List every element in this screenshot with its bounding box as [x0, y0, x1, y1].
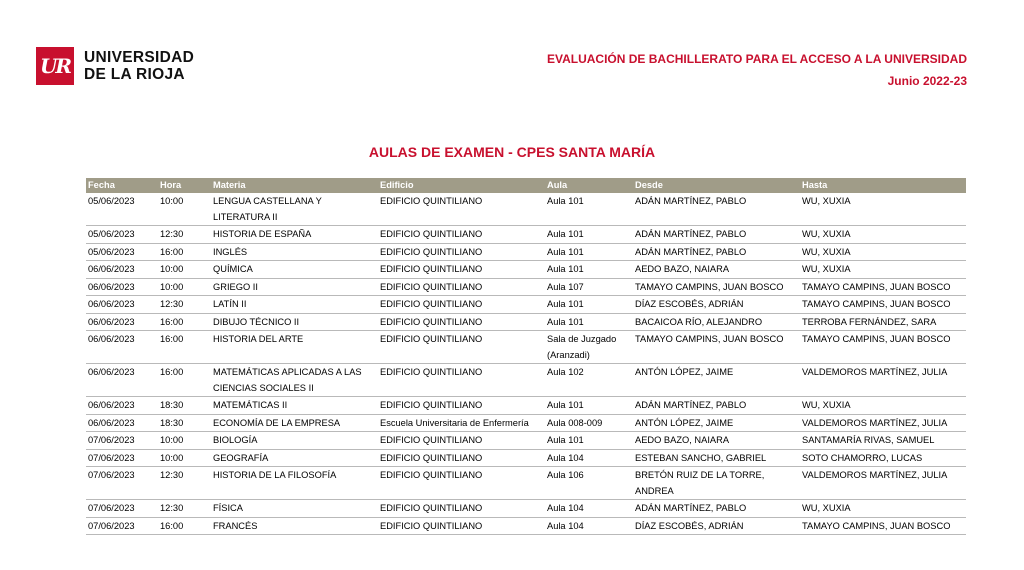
cell-subject: DIBUJO TÉCNICO II	[211, 313, 378, 331]
cell-room: Aula 101	[545, 226, 633, 244]
cell-time: 16:00	[158, 517, 211, 535]
column-header-to: Hasta	[800, 178, 966, 193]
cell-room: Aula 107	[545, 278, 633, 296]
cell-to: WU, XUXIA	[800, 397, 966, 415]
cell-room: Aula 008-009	[545, 414, 633, 432]
cell-date: 06/06/2023	[86, 414, 158, 432]
cell-to: WU, XUXIA	[800, 500, 966, 518]
cell-date: 05/06/2023	[86, 193, 158, 226]
cell-date: 06/06/2023	[86, 364, 158, 397]
table-row	[86, 296, 966, 314]
cell-room: Aula 101	[545, 243, 633, 261]
cell-building: EDIFICIO QUINTILIANO	[378, 500, 545, 518]
cell-from: BRETÓN RUIZ DE LA TORRE, ANDREA	[633, 467, 800, 500]
cell-time: 10:00	[158, 278, 211, 296]
cell-time: 10:00	[158, 449, 211, 467]
cell-date: 07/06/2023	[86, 500, 158, 518]
cell-to: TAMAYO CAMPINS, JUAN BOSCO	[800, 517, 966, 535]
cell-to: VALDEMOROS MARTÍNEZ, JULIA	[800, 467, 966, 500]
table-row	[86, 467, 966, 500]
cell-room: Aula 101	[545, 296, 633, 314]
table-row	[86, 193, 966, 226]
cell-to: WU, XUXIA	[800, 193, 966, 226]
cell-subject: GEOGRAFÍA	[211, 449, 378, 467]
cell-building: EDIFICIO QUINTILIANO	[378, 193, 545, 226]
cell-time: 12:30	[158, 500, 211, 518]
cell-building: Escuela Universitaria de Enfermería	[378, 414, 545, 432]
cell-from: ADÁN MARTÍNEZ, PABLO	[633, 193, 800, 226]
cell-room: Aula 101	[545, 261, 633, 279]
university-name	[84, 49, 194, 83]
cell-subject: QUÍMICA	[211, 261, 378, 279]
cell-building: EDIFICIO QUINTILIANO	[378, 331, 545, 364]
cell-from: TAMAYO CAMPINS, JUAN BOSCO	[633, 278, 800, 296]
cell-from: DÍAZ ESCOBÉS, ADRIÁN	[633, 296, 800, 314]
cell-time: 16:00	[158, 364, 211, 397]
cell-to: TAMAYO CAMPINS, JUAN BOSCO	[800, 278, 966, 296]
cell-building: EDIFICIO QUINTILIANO	[378, 278, 545, 296]
document-header	[547, 52, 967, 88]
cell-subject: FRANCÉS	[211, 517, 378, 535]
cell-to: WU, XUXIA	[800, 226, 966, 244]
cell-date: 06/06/2023	[86, 261, 158, 279]
table-header-row	[86, 178, 966, 193]
cell-date: 06/06/2023	[86, 296, 158, 314]
cell-subject: ECONOMÍA DE LA EMPRESA	[211, 414, 378, 432]
cell-to: SOTO CHAMORRO, LUCAS	[800, 449, 966, 467]
table-row	[86, 500, 966, 518]
cell-from: DÍAZ ESCOBÉS, ADRIÁN	[633, 517, 800, 535]
page-title: AULAS DE EXAMEN - CPES SANTA MARÍA	[368, 144, 656, 160]
cell-subject: MATEMÁTICAS APLICADAS A LAS CIENCIAS SOCIALES II	[211, 364, 378, 397]
cell-to: TAMAYO CAMPINS, JUAN BOSCO	[800, 296, 966, 314]
cell-room: Aula 101	[545, 432, 633, 450]
cell-date: 07/06/2023	[86, 517, 158, 535]
exam-title: EVALUACIÓN DE BACHILLERATO PARA EL ACCESO A LA UNIVERSIDAD	[546, 52, 967, 66]
cell-room: Aula 106	[545, 467, 633, 500]
cell-date: 07/06/2023	[86, 449, 158, 467]
cell-to: TAMAYO CAMPINS, JUAN BOSCO	[800, 331, 966, 364]
cell-subject: INGLÉS	[211, 243, 378, 261]
cell-date: 05/06/2023	[86, 243, 158, 261]
column-header-time: Hora	[158, 178, 211, 193]
table-row	[86, 364, 966, 397]
cell-subject: LENGUA CASTELLANA Y LITERATURA II	[211, 193, 378, 226]
cell-from: ADÁN MARTÍNEZ, PABLO	[633, 397, 800, 415]
cell-building: EDIFICIO QUINTILIANO	[378, 296, 545, 314]
exam-session: Junio 2022-23	[887, 74, 967, 88]
column-header-date: Fecha	[86, 178, 158, 193]
cell-time: 10:00	[158, 261, 211, 279]
table-row	[86, 226, 966, 244]
cell-time: 12:30	[158, 296, 211, 314]
cell-subject: HISTORIA DE LA FILOSOFÍA	[211, 467, 378, 500]
cell-date: 07/06/2023	[86, 467, 158, 500]
cell-from: ADÁN MARTÍNEZ, PABLO	[633, 226, 800, 244]
cell-date: 07/06/2023	[86, 432, 158, 450]
exam-rooms-table	[86, 178, 966, 535]
cell-building: EDIFICIO QUINTILIANO	[378, 449, 545, 467]
cell-room: Sala de Juzgado (Aranzadi)	[545, 331, 633, 364]
cell-building: EDIFICIO QUINTILIANO	[378, 226, 545, 244]
cell-to: VALDEMOROS MARTÍNEZ, JULIA	[800, 364, 966, 397]
cell-subject: BIOLOGÍA	[211, 432, 378, 450]
cell-building: EDIFICIO QUINTILIANO	[378, 397, 545, 415]
table-row	[86, 397, 966, 415]
table-row	[86, 278, 966, 296]
column-header-building: Edificio	[378, 178, 545, 193]
table-row	[86, 449, 966, 467]
cell-date: 06/06/2023	[86, 331, 158, 364]
cell-room: Aula 104	[545, 500, 633, 518]
cell-from: BACAICOA RÍO, ALEJANDRO	[633, 313, 800, 331]
cell-subject: GRIEGO II	[211, 278, 378, 296]
cell-building: EDIFICIO QUINTILIANO	[378, 467, 545, 500]
university-name-line2: DE LA RIOJA	[84, 66, 185, 83]
cell-building: EDIFICIO QUINTILIANO	[378, 313, 545, 331]
cell-from: ANTÓN LÓPEZ, JAIME	[633, 414, 800, 432]
cell-date: 06/06/2023	[86, 278, 158, 296]
cell-from: ANTÓN LÓPEZ, JAIME	[633, 364, 800, 397]
table-row	[86, 432, 966, 450]
university-emblem-icon: UR	[36, 47, 74, 85]
table-row	[86, 261, 966, 279]
cell-room: Aula 104	[545, 517, 633, 535]
cell-to: WU, XUXIA	[800, 243, 966, 261]
cell-from: AEDO BAZO, NAIARA	[633, 432, 800, 450]
cell-to: SANTAMARÍA RIVAS, SAMUEL	[800, 432, 966, 450]
cell-from: AEDO BAZO, NAIARA	[633, 261, 800, 279]
table-row	[86, 331, 966, 364]
cell-room: Aula 102	[545, 364, 633, 397]
cell-date: 06/06/2023	[86, 397, 158, 415]
column-header-subject: Materia	[211, 178, 378, 193]
cell-room: Aula 101	[545, 193, 633, 226]
cell-from: ADÁN MARTÍNEZ, PABLO	[633, 243, 800, 261]
cell-time: 10:00	[158, 193, 211, 226]
university-name-line1: UNIVERSIDAD	[84, 49, 195, 66]
cell-time: 18:30	[158, 397, 211, 415]
cell-time: 18:30	[158, 414, 211, 432]
cell-subject: HISTORIA DEL ARTE	[211, 331, 378, 364]
cell-room: Aula 101	[545, 397, 633, 415]
cell-subject: FÍSICA	[211, 500, 378, 518]
cell-from: ESTEBAN SANCHO, GABRIEL	[633, 449, 800, 467]
cell-time: 16:00	[158, 331, 211, 364]
cell-subject: HISTORIA DE ESPAÑA	[211, 226, 378, 244]
cell-from: TAMAYO CAMPINS, JUAN BOSCO	[633, 331, 800, 364]
table-row	[86, 517, 966, 535]
cell-to: TERROBA FERNÁNDEZ, SARA	[800, 313, 966, 331]
cell-time: 12:30	[158, 226, 211, 244]
cell-subject: LATÍN II	[211, 296, 378, 314]
table-row	[86, 414, 966, 432]
university-logo	[36, 47, 194, 85]
table-row	[86, 313, 966, 331]
cell-building: EDIFICIO QUINTILIANO	[378, 432, 545, 450]
cell-time: 16:00	[158, 243, 211, 261]
cell-time: 10:00	[158, 432, 211, 450]
column-header-room: Aula	[545, 178, 633, 193]
cell-building: EDIFICIO QUINTILIANO	[378, 261, 545, 279]
column-header-from: Desde	[633, 178, 800, 193]
cell-time: 16:00	[158, 313, 211, 331]
cell-date: 06/06/2023	[86, 313, 158, 331]
cell-to: WU, XUXIA	[800, 261, 966, 279]
table-row	[86, 243, 966, 261]
cell-building: EDIFICIO QUINTILIANO	[378, 364, 545, 397]
cell-subject: MATEMÁTICAS II	[211, 397, 378, 415]
cell-from: ADÁN MARTÍNEZ, PABLO	[633, 500, 800, 518]
cell-building: EDIFICIO QUINTILIANO	[378, 243, 545, 261]
cell-room: Aula 101	[545, 313, 633, 331]
cell-to: VALDEMOROS MARTÍNEZ, JULIA	[800, 414, 966, 432]
cell-time: 12:30	[158, 467, 211, 500]
cell-date: 05/06/2023	[86, 226, 158, 244]
cell-building: EDIFICIO QUINTILIANO	[378, 517, 545, 535]
cell-room: Aula 104	[545, 449, 633, 467]
